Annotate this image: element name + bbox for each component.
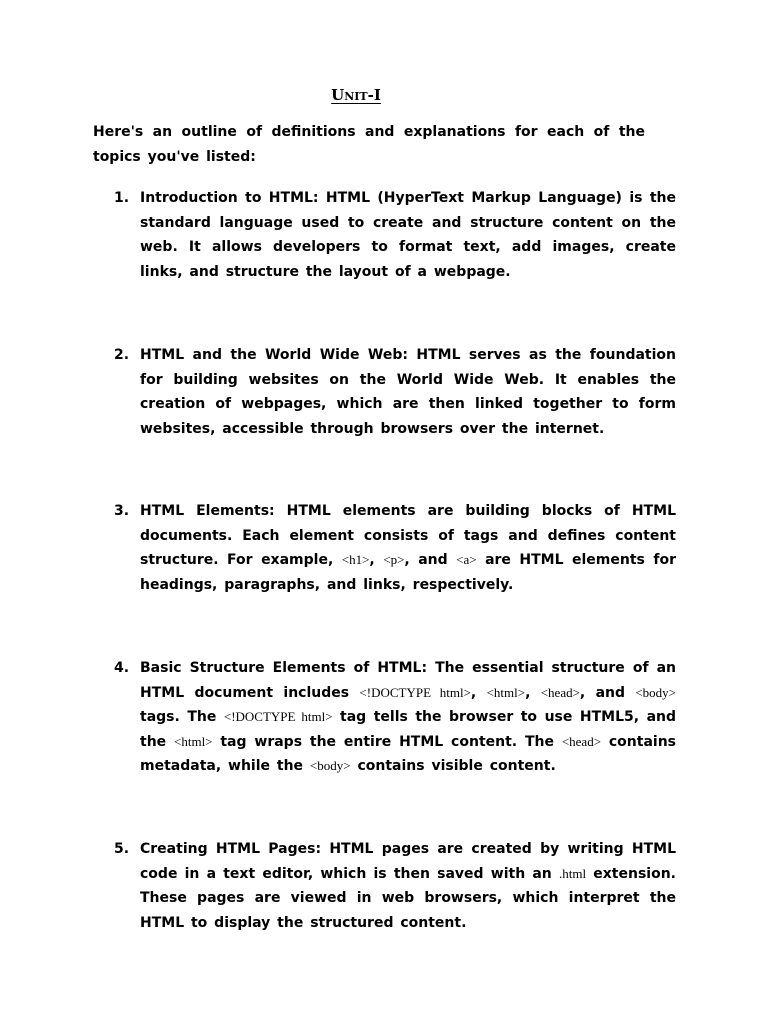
list-item-text xyxy=(140,656,676,779)
code-tag: <html> xyxy=(174,733,213,749)
code-tag: <p> xyxy=(383,552,405,568)
list-item-1 xyxy=(114,186,676,284)
list-item-number: 5. xyxy=(114,841,130,857)
code-tag: <!DOCTYPE html> xyxy=(223,709,333,725)
text-segment: , xyxy=(525,684,541,701)
text-segment: , xyxy=(470,684,487,701)
intro-paragraph: Here's an outline of definitions and explanations for each of the topics you've listed: xyxy=(93,124,645,165)
list-item-number: 3. xyxy=(114,503,130,519)
text-segment: extension. These pages are viewed in web browsers, which interpret the HTML to display the structured content. xyxy=(140,865,676,931)
code-tag: <!DOCTYPE html> xyxy=(359,684,471,700)
code-tag: <a> xyxy=(456,552,477,568)
list-item-4 xyxy=(114,656,676,779)
code-tag: <body> xyxy=(635,684,676,700)
text-segment: tag tells the browser to use HTML5, and the xyxy=(140,709,677,750)
list-item-2 xyxy=(114,343,676,441)
list-item-5 xyxy=(114,837,676,935)
list-item-text xyxy=(140,837,676,935)
code-tag: <head> xyxy=(540,684,580,700)
text-segment: are HTML elements for headings, paragraphs, and links, respectively. xyxy=(140,552,676,593)
list-item-3 xyxy=(114,499,676,597)
text-segment: Creating HTML Pages: HTML pages are created by writing HTML code in a text editor, which is then saved with an xyxy=(140,841,676,882)
list-item-text xyxy=(140,499,676,597)
code-tag: <h1> xyxy=(341,552,370,568)
text-segment: contains metadata, while the xyxy=(140,733,677,775)
code-tag: <html> xyxy=(486,684,526,700)
list-item-number: 2. xyxy=(114,347,130,363)
text-segment: , and xyxy=(579,684,636,701)
text-segment: HTML Elements: HTML elements are building blocks of HTML documents. Each element consists of tags and defines content structure. For example, xyxy=(140,503,676,569)
text-segment: , xyxy=(369,552,384,569)
text-segment: tags. The xyxy=(140,709,224,726)
code-tag: <body> xyxy=(309,758,351,774)
list-item-number: 1. xyxy=(114,190,130,206)
list-item-text: HTML and the World Wide Web: HTML serves as the foundation for building websites on the World Wide Web. It enables the creation of webpages, which are then linked together to form websites, accessible through browsers over the internet. xyxy=(140,347,676,437)
text-segment: tag wraps the entire HTML content. The xyxy=(212,733,562,750)
list-item-text: Introduction to HTML: HTML (HyperText Markup Language) is the standard language used to create and structure content on the web. It allows developers to format text, add images, create links, and structure the layout of a webpage. xyxy=(140,190,676,280)
text-segment: , and xyxy=(404,552,457,569)
list-item-number: 4. xyxy=(114,660,130,676)
text-segment: Basic Structure Elements of HTML: The essential structure of an HTML document includes xyxy=(140,660,676,701)
code-extension: .html xyxy=(558,865,587,881)
code-tag: <head> xyxy=(561,733,602,749)
text-segment: contains visible content. xyxy=(350,758,556,775)
page-title: Unit-I xyxy=(331,86,381,104)
